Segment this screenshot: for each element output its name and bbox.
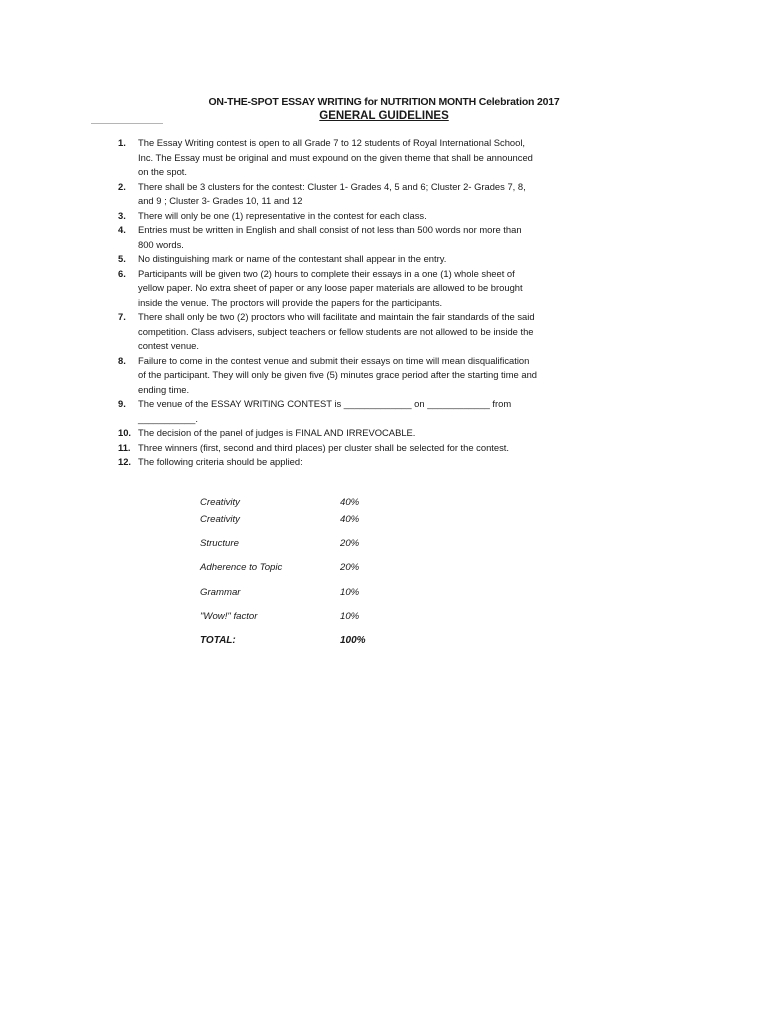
item-number: 11. <box>118 441 131 453</box>
list-item <box>118 136 538 180</box>
criteria-value: 10% <box>340 586 360 598</box>
item-number: 3. <box>118 209 126 221</box>
criteria-table <box>200 497 430 659</box>
item-text: The following criteria should be applied: <box>138 456 303 467</box>
list-item <box>118 267 538 311</box>
item-number: 10. <box>118 427 132 438</box>
item-number: 9. <box>118 398 126 409</box>
item-text: No distinguishing mark or name of the contestant shall appear in the entry. <box>138 253 447 264</box>
criteria-name: Grammar <box>200 586 241 598</box>
item-number: 6. <box>118 267 126 279</box>
item-number: 12. <box>118 456 132 467</box>
criteria-value: 20% <box>340 538 360 550</box>
criteria-row <box>200 497 430 514</box>
document-subtitle: GENERAL GUIDELINES <box>319 110 449 122</box>
guidelines-list <box>118 136 538 470</box>
item-number: 1. <box>118 137 126 148</box>
list-item <box>118 426 538 441</box>
item-number: 7. <box>118 311 126 322</box>
criteria-row <box>200 514 430 538</box>
item-text: There shall only be two (2) proctors who will facilitate and maintain the fair standards of the said competition. Class advisers, subject teachers or fellow students are not allowed to be inside the contest venue. <box>138 311 535 351</box>
total-label: TOTAL: <box>200 634 236 646</box>
criteria-name: Creativity <box>200 514 240 525</box>
item-number: 4. <box>118 224 126 235</box>
list-item <box>118 252 538 267</box>
list-item <box>118 455 538 470</box>
item-text: Three winners (first, second and third places) per cluster shall be selected for the contest. <box>138 441 510 453</box>
criteria-value: 40% <box>340 514 360 525</box>
criteria-name: Adherence to Topic <box>200 562 283 574</box>
item-text: Entries must be written in English and shall consist of not less than 500 words nor more than 800 words. <box>138 224 522 250</box>
list-item <box>118 354 538 398</box>
criteria-row <box>200 562 430 586</box>
criteria-value: 20% <box>340 562 360 574</box>
list-item <box>118 223 538 252</box>
list-item <box>118 310 538 354</box>
criteria-value: 40% <box>340 497 360 508</box>
item-text: Failure to come in the contest venue and submit their essays on time will mean disqualification of the participant. They will only be given five (5) minutes grace period after the starting time and ending time. <box>138 354 537 395</box>
document-title: ON-THE-SPOT ESSAY WRITING for NUTRITION MONTH Celebration 2017 <box>208 96 560 108</box>
item-number: 2. <box>118 180 126 192</box>
criteria-name: "Wow!" factor <box>200 610 258 622</box>
criteria-value: 10% <box>340 610 360 622</box>
list-item <box>118 209 538 224</box>
criteria-row <box>200 538 430 562</box>
item-text: There shall be 3 clusters for the contest: Cluster 1- Grades 4, 5 and 6; Cluster 2- Grades 7, 8, and 9 ; Cluster 3- Grades 10, 11 and 12 <box>138 180 526 206</box>
divider <box>91 123 163 124</box>
item-text: The Essay Writing contest is open to all Grade 7 to 12 students of Royal International School, Inc. The Essay must be original and must expound on the given theme that shall be announced on the spot. <box>138 137 533 177</box>
item-text: There will only be one (1) representative in the contest for each class. <box>138 209 427 221</box>
criteria-total-row <box>200 635 430 659</box>
total-value: 100% <box>340 634 366 646</box>
list-item <box>118 397 538 426</box>
list-item <box>118 180 538 209</box>
item-text: The venue of the ESSAY WRITING CONTEST is _____________ on ____________ from ___________. <box>138 398 512 424</box>
criteria-row <box>200 611 430 635</box>
item-number: 5. <box>118 253 126 264</box>
criteria-name: Creativity <box>200 497 240 508</box>
item-number: 8. <box>118 354 126 366</box>
item-text: The decision of the panel of judges is FINAL AND IRREVOCABLE. <box>138 427 416 438</box>
item-text: Participants will be given two (2) hours to complete their essays in a one (1) whole sheet of yellow paper. No extra sheet of paper or any loose paper materials are allowed to be brought inside the venue. The proctors will provide the papers for the participants. <box>138 267 523 308</box>
criteria-name: Structure <box>200 538 239 550</box>
list-item <box>118 441 538 456</box>
criteria-row <box>200 587 430 611</box>
